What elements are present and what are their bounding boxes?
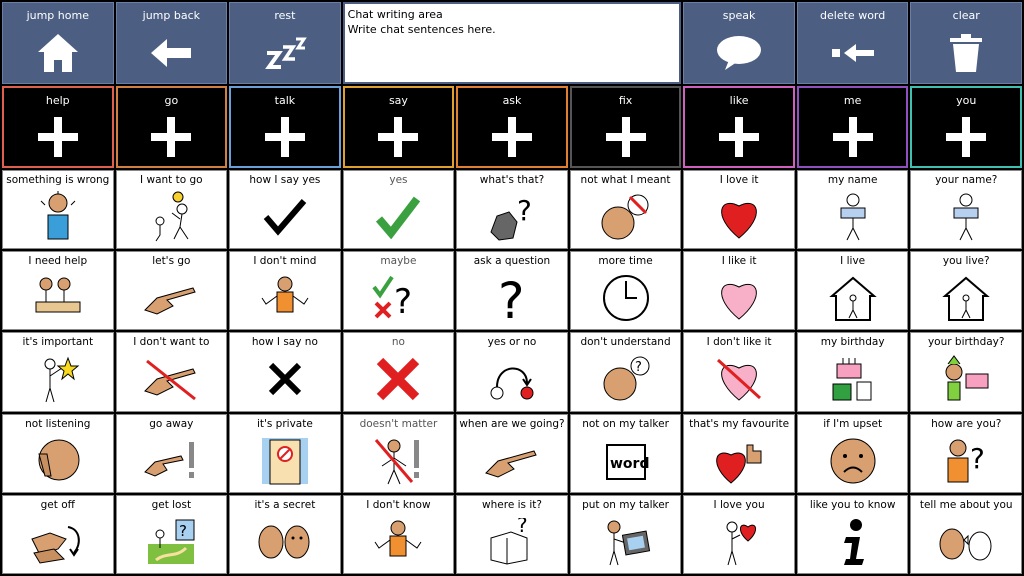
- jump-home-label: jump home: [26, 9, 89, 22]
- category-label: say: [388, 94, 408, 107]
- category-go[interactable]: [116, 86, 228, 168]
- word-label: you live?: [942, 255, 990, 268]
- word-label: what's that?: [479, 174, 545, 186]
- word-where-is-it[interactable]: [456, 495, 568, 574]
- check-black-icon: [230, 186, 340, 248]
- word-label: not on my talker: [582, 417, 669, 430]
- category-label: you: [956, 94, 977, 107]
- word-label: it's important: [22, 336, 94, 349]
- person-question-icon: [911, 430, 1021, 492]
- object-question-icon: [457, 186, 567, 248]
- heart-pink-icon: [684, 267, 794, 329]
- svg-text:?: ?: [394, 282, 413, 323]
- clock-icon: [571, 267, 681, 329]
- plus-icon: [492, 107, 532, 166]
- lost-path-icon: [117, 511, 227, 573]
- category-say[interactable]: [343, 86, 455, 168]
- people-desk-icon: [3, 267, 113, 329]
- jump-home-button[interactable]: [2, 2, 114, 84]
- word-i-want-to-go[interactable]: [116, 170, 228, 249]
- speak-button[interactable]: [683, 2, 795, 84]
- face-thought-cross-icon: [571, 186, 681, 248]
- svg-text:?: ?: [516, 194, 532, 228]
- trash-can-icon: [948, 22, 984, 83]
- house-person-icon: [911, 267, 1021, 329]
- word-whats-that[interactable]: [456, 170, 568, 249]
- word-i-need-help[interactable]: [2, 251, 114, 330]
- word-label: I need help: [28, 255, 88, 268]
- word-label: it's private: [256, 417, 313, 430]
- delete-arrow-icon: [830, 22, 876, 83]
- person-shrug-icon: [344, 511, 454, 573]
- word-label: I like it: [721, 255, 757, 268]
- word-label: get lost: [151, 498, 192, 511]
- word-label: my name: [827, 174, 878, 186]
- word-label: go away: [149, 417, 194, 430]
- word-label: how are you?: [931, 417, 1002, 430]
- person-name-tag-icon: [798, 186, 908, 248]
- word-label: not what I meant: [580, 174, 671, 186]
- word-label: your birthday?: [927, 336, 1005, 349]
- word-i-dont-know[interactable]: [343, 495, 455, 574]
- hands-push-icon: [3, 511, 113, 573]
- word-my-name[interactable]: [797, 170, 909, 249]
- category-me[interactable]: [797, 86, 909, 168]
- svg-text:?: ?: [970, 441, 986, 475]
- person-name-tag-icon: [911, 186, 1021, 248]
- word-i-love-it[interactable]: [683, 170, 795, 249]
- pointing-hand-exclaim-icon: [117, 430, 227, 492]
- word-no[interactable]: [343, 332, 455, 411]
- person-heart-icon: [684, 511, 794, 573]
- plus-icon: [833, 107, 873, 166]
- word-you-live[interactable]: [910, 251, 1022, 330]
- word-label: I don't like it: [706, 336, 772, 349]
- word-label: I love it: [719, 174, 759, 186]
- word-label: I don't know: [366, 498, 431, 511]
- sleep-zzz-icon: [263, 22, 307, 83]
- word-label: like you to know: [809, 498, 896, 511]
- word-label: yes: [389, 174, 408, 186]
- choice-circles-icon: [457, 348, 567, 410]
- word-label: how I say yes: [249, 174, 321, 186]
- word-put-on-my-talker[interactable]: [570, 495, 682, 574]
- clear-label: clear: [952, 9, 980, 22]
- word-not-what-i-meant[interactable]: [570, 170, 682, 249]
- category-like[interactable]: [683, 86, 795, 168]
- person-crossed-exclaim-icon: [344, 430, 454, 492]
- category-help[interactable]: [2, 86, 114, 168]
- delete-word-button[interactable]: [797, 2, 909, 84]
- clear-button[interactable]: [910, 2, 1022, 84]
- person-tablet-icon: [571, 511, 681, 573]
- word-if-im-upset[interactable]: [797, 414, 909, 493]
- chat-title: Chat writing area: [347, 8, 443, 21]
- word-label: I love you: [713, 498, 765, 511]
- faces-whisper-icon: [230, 511, 340, 573]
- word-ask-a-question[interactable]: [456, 251, 568, 330]
- word-tell-me-about-you[interactable]: [910, 495, 1022, 574]
- word-something-is-wrong[interactable]: [2, 170, 114, 249]
- word-card-icon: [571, 430, 681, 492]
- home-icon: [36, 22, 80, 83]
- heart-thumbs-up-icon: [684, 430, 794, 492]
- word-its-important[interactable]: [2, 332, 114, 411]
- word-label: get off: [40, 498, 75, 511]
- category-label: ask: [502, 94, 522, 107]
- category-ask[interactable]: [456, 86, 568, 168]
- person-covering-ears-icon: [3, 430, 113, 492]
- word-label: it's a secret: [254, 498, 316, 511]
- pointing-hand-crossed-icon: [117, 348, 227, 410]
- word-more-time[interactable]: [570, 251, 682, 330]
- word-label: doesn't matter: [359, 417, 438, 430]
- person-star-icon: [3, 348, 113, 410]
- category-fix[interactable]: [570, 86, 682, 168]
- speak-label: speak: [722, 9, 756, 22]
- word-get-off[interactable]: [2, 495, 114, 574]
- word-thats-my-favourite[interactable]: [683, 414, 795, 493]
- category-label: me: [843, 94, 862, 107]
- chat-writing-area[interactable]: [343, 2, 682, 84]
- plus-icon: [719, 107, 759, 166]
- category-label: like: [729, 94, 749, 107]
- plus-icon: [946, 107, 986, 166]
- face-confused-icon: [571, 348, 681, 410]
- category-you[interactable]: [910, 86, 1022, 168]
- word-label: no: [391, 336, 405, 349]
- word-label: tell me about you: [919, 498, 1013, 511]
- jump-back-label: jump back: [142, 9, 201, 22]
- cupboard-question-icon: [457, 511, 567, 573]
- word-yes-or-no[interactable]: [456, 332, 568, 411]
- word-how-i-say-yes[interactable]: [229, 170, 341, 249]
- rest-label: rest: [274, 9, 296, 22]
- heart-pink-crossed-icon: [684, 348, 794, 410]
- cross-red-icon: [344, 348, 454, 410]
- word-label: I want to go: [140, 174, 203, 186]
- word-its-private[interactable]: [229, 414, 341, 493]
- person-worried-icon: [3, 186, 113, 248]
- person-cake-icon: [911, 348, 1021, 410]
- check-cross-question-icon: [344, 267, 454, 329]
- word-i-like-it[interactable]: [683, 251, 795, 330]
- word-i-love-you[interactable]: [683, 495, 795, 574]
- pointing-hand-icon: [457, 430, 567, 492]
- category-label: go: [164, 94, 179, 107]
- word-i-live[interactable]: [797, 251, 909, 330]
- question-mark-icon: [457, 267, 567, 329]
- svg-text:?: ?: [516, 517, 528, 537]
- house-person-icon: [798, 267, 908, 329]
- word-label: if I'm upset: [823, 417, 883, 430]
- word-not-listening[interactable]: [2, 414, 114, 493]
- word-label: when are we going?: [459, 417, 565, 430]
- word-i-dont-want-to[interactable]: [116, 332, 228, 411]
- word-lets-go[interactable]: [116, 251, 228, 330]
- word-label: something is wrong: [6, 174, 110, 186]
- word-yes[interactable]: [343, 170, 455, 249]
- word-dont-understand[interactable]: [570, 332, 682, 411]
- word-like-you-to-know[interactable]: [797, 495, 909, 574]
- word-label: that's my favourite: [689, 417, 790, 430]
- word-card-text: word: [609, 455, 650, 472]
- chat-placeholder: Write chat sentences here.: [347, 23, 496, 36]
- faces-talking-icon: [911, 511, 1021, 573]
- word-label: where is it?: [482, 498, 542, 511]
- word-label: how I say no: [251, 336, 318, 349]
- check-green-icon: [344, 186, 454, 248]
- word-maybe[interactable]: [343, 251, 455, 330]
- category-talk[interactable]: [229, 86, 341, 168]
- word-label: let's go: [152, 255, 191, 268]
- word-label: don't understand: [580, 336, 671, 349]
- person-idea-icon: [117, 186, 227, 248]
- plus-icon: [606, 107, 646, 166]
- word-go-away[interactable]: [116, 414, 228, 493]
- info-i-icon: [798, 511, 908, 573]
- word-label: your name?: [935, 174, 998, 186]
- plus-icon: [151, 107, 191, 166]
- word-my-birthday[interactable]: [797, 332, 909, 411]
- word-label: my birthday: [820, 336, 885, 349]
- back-arrow-icon: [149, 22, 193, 83]
- word-when-are-we-going[interactable]: [456, 414, 568, 493]
- word-get-lost[interactable]: [116, 495, 228, 574]
- speech-bubble-icon: [715, 22, 763, 83]
- person-shrug-icon: [230, 267, 340, 329]
- category-label: fix: [618, 94, 633, 107]
- delete-word-label: delete word: [820, 9, 886, 22]
- word-label: yes or no: [487, 336, 537, 349]
- heart-red-icon: [684, 186, 794, 248]
- category-label: talk: [274, 94, 296, 107]
- word-how-are-you[interactable]: [910, 414, 1022, 493]
- word-label: I don't want to: [133, 336, 210, 349]
- plus-icon: [378, 107, 418, 166]
- word-how-i-say-no[interactable]: [229, 332, 341, 411]
- word-label: I don't mind: [253, 255, 317, 268]
- svg-text:?: ?: [634, 360, 642, 376]
- rest-button[interactable]: [229, 2, 341, 84]
- category-label: help: [45, 94, 70, 107]
- word-its-a-secret[interactable]: [229, 495, 341, 574]
- birthday-cake-icon: [798, 348, 908, 410]
- svg-text:?: ?: [497, 272, 525, 325]
- word-your-birthday[interactable]: [910, 332, 1022, 411]
- word-label: put on my talker: [582, 498, 670, 511]
- plus-icon: [38, 107, 78, 166]
- jump-back-button[interactable]: [116, 2, 228, 84]
- word-your-name[interactable]: [910, 170, 1022, 249]
- word-i-dont-like-it[interactable]: [683, 332, 795, 411]
- word-doesnt-matter[interactable]: [343, 414, 455, 493]
- svg-text:?: ?: [179, 521, 188, 540]
- word-label: I live: [840, 255, 866, 268]
- pointing-hand-icon: [117, 267, 227, 329]
- face-sad-icon: [798, 430, 908, 492]
- plus-icon: [265, 107, 305, 166]
- word-label: ask a question: [473, 255, 551, 268]
- word-not-on-my-talker[interactable]: [570, 414, 682, 493]
- word-label: maybe: [380, 255, 417, 268]
- cross-black-icon: [230, 348, 340, 410]
- word-label: not listening: [25, 417, 91, 430]
- word-label: more time: [598, 255, 653, 268]
- private-door-icon: [230, 430, 340, 492]
- word-i-dont-mind[interactable]: [229, 251, 341, 330]
